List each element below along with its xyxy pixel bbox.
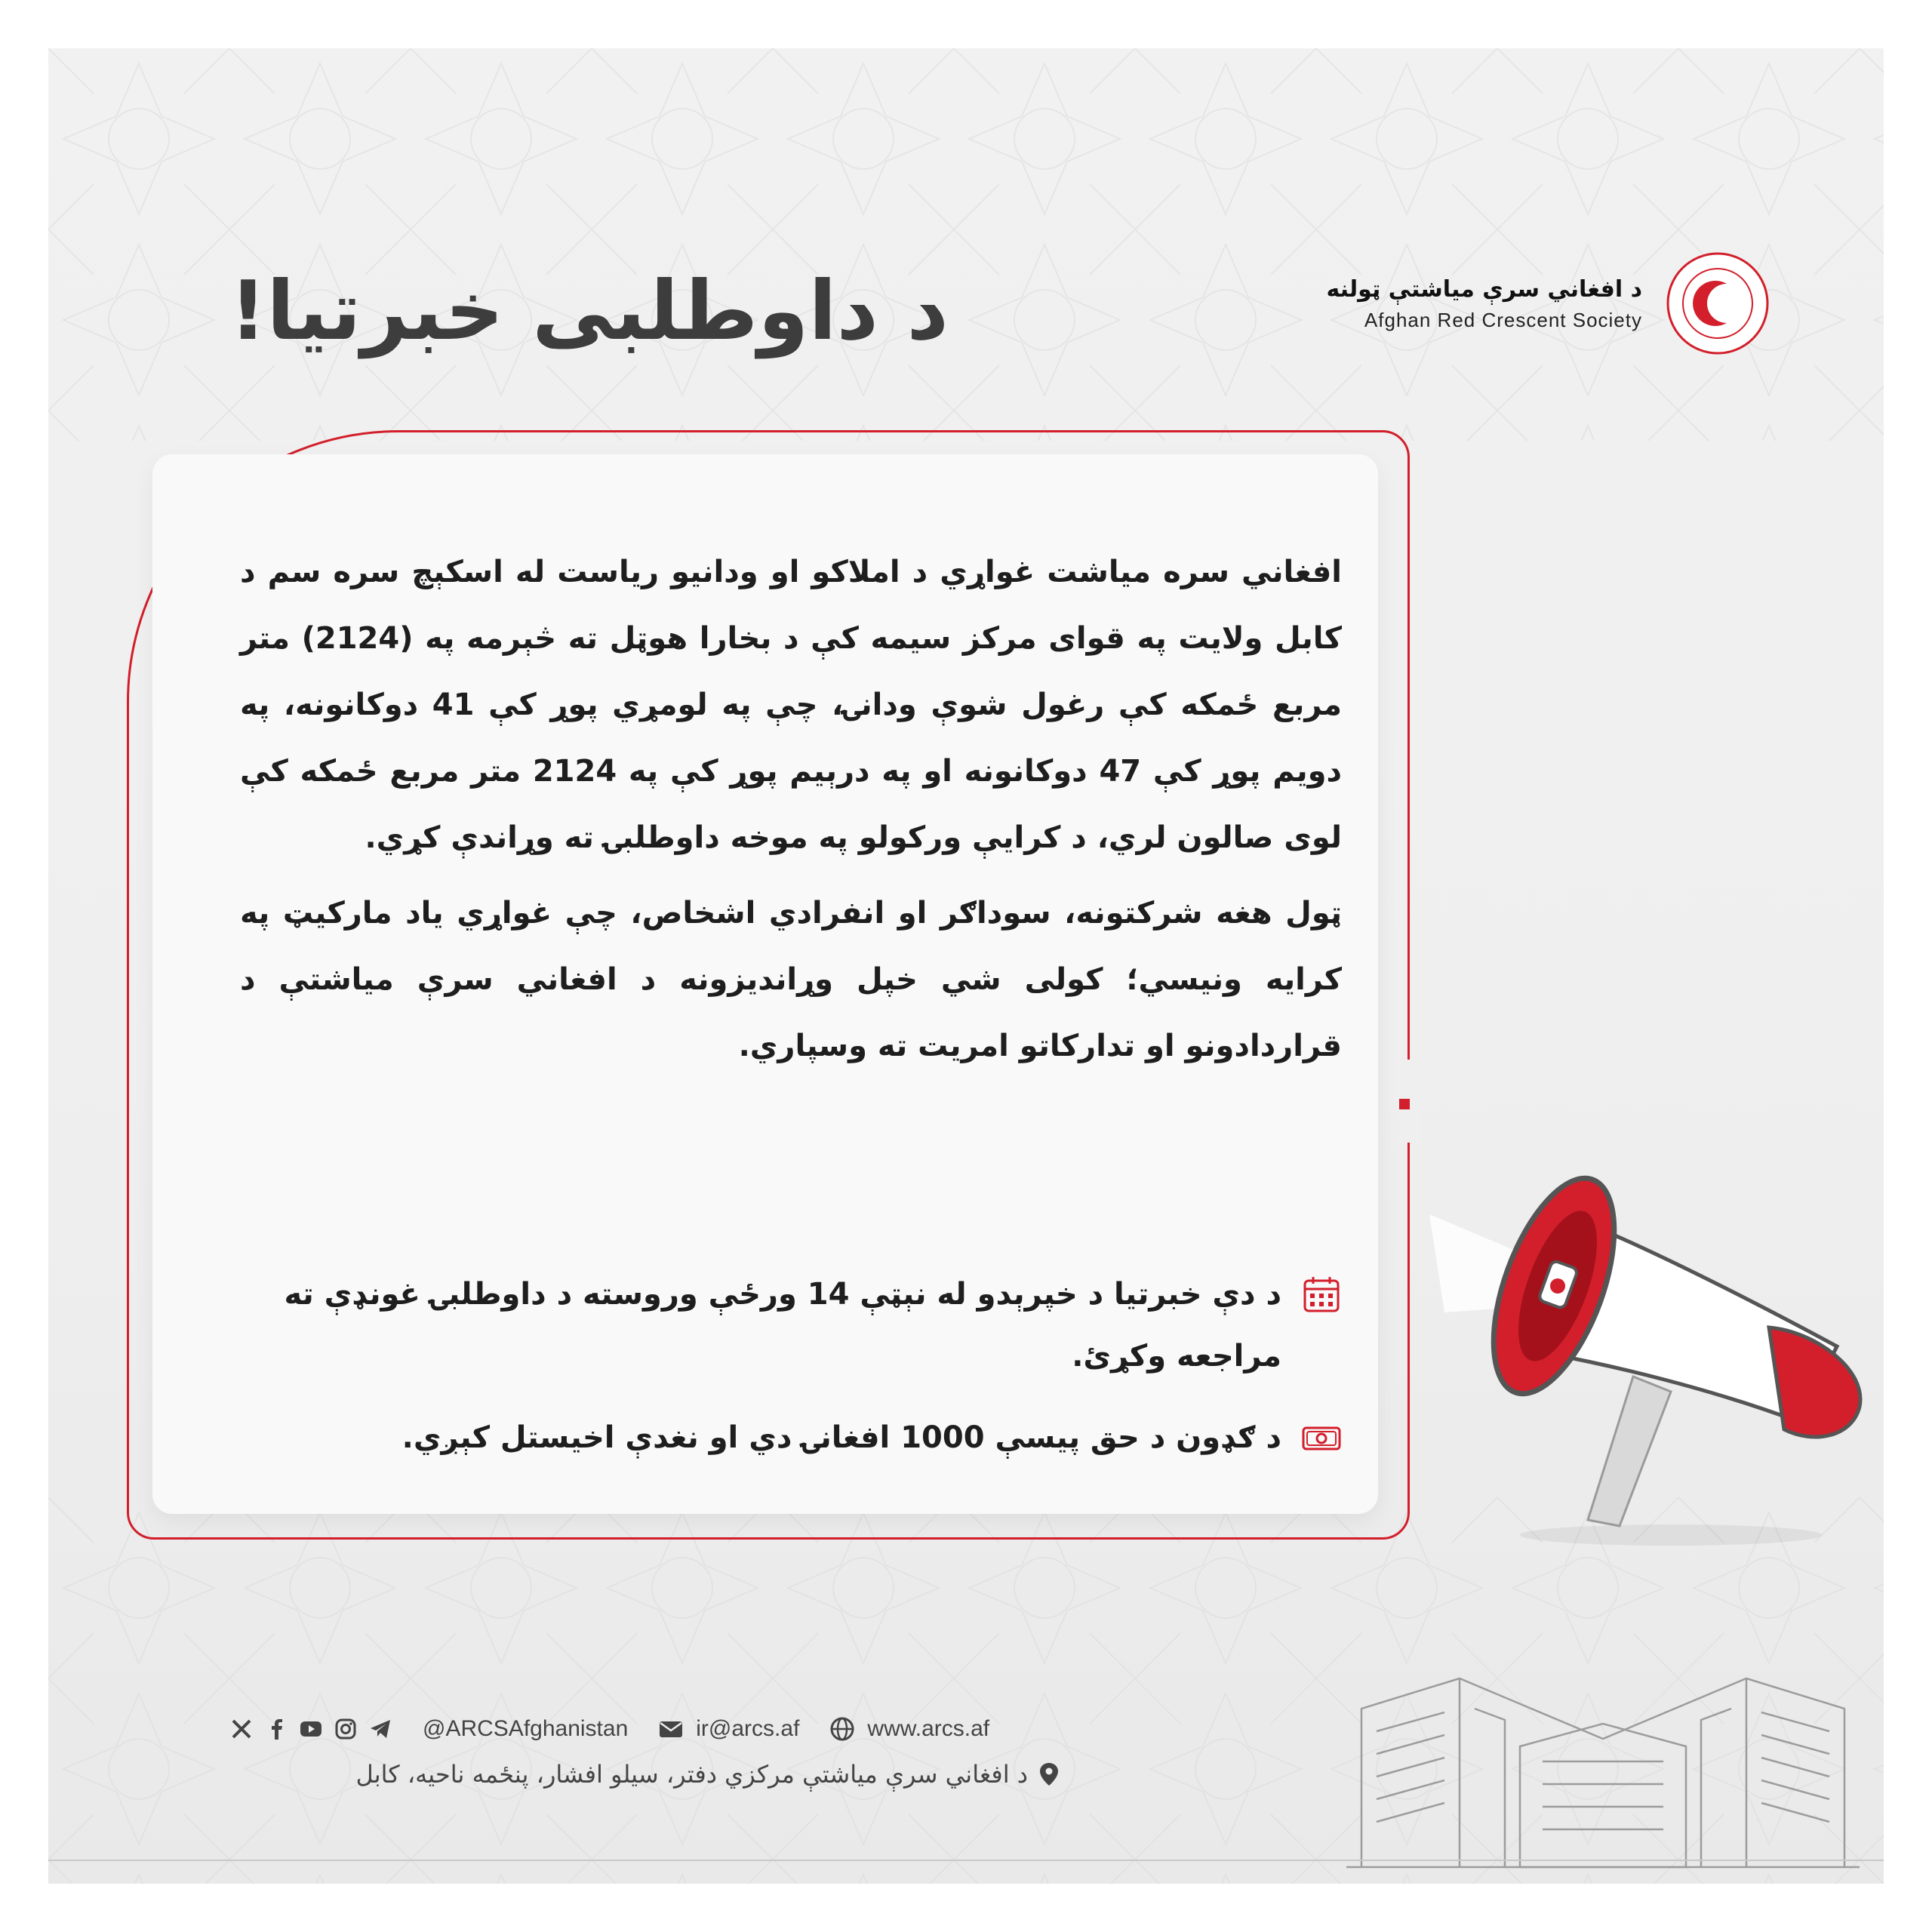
money-icon <box>1301 1417 1342 1458</box>
email-address[interactable]: ir@arcs.af <box>696 1716 800 1741</box>
page-title: د داوطلبی خبرتیا! <box>229 264 949 358</box>
location-pin-icon <box>1038 1761 1060 1787</box>
facebook-icon[interactable] <box>264 1717 288 1741</box>
paragraph-tender-description: افغاني سره میاشت غواړي د املاکو او ودانیو ریاست له اسکېچ سره سم د کابل ولایت په قوای مرکز سیمه کې د بخارا هوټل ته څېرمه په (2124) متر مربع ځمکه کې رغول شوې ودانۍ، چې په لومړي پوړ کې 41 دوکانونه، په دویم پوړ کې 47 دوکانونه او په درېیم پوړ کې په 2124 متر مربع ځمکه کې لوی صالون لري، د کرایې ورکولو په موخه داوطلبۍ ته وړاندې کړي. <box>240 555 1343 855</box>
poster <box>48 48 1884 1884</box>
footer-divider <box>48 1860 1884 1861</box>
calendar-icon <box>1301 1274 1342 1315</box>
social-icons <box>229 1717 392 1741</box>
info-meeting-text: د دې خبرتیا د خپرېدو له نېټې 14 ورځې وروسته د داوطلبۍ غونډې ته مراجعه وکړئ. <box>284 1277 1281 1374</box>
headquarters-building-illustration <box>1346 1648 1860 1875</box>
info-fee-text: د ګډون د حق پیسې 1000 افغانۍ دي او نغدې اخیستل کېږي. <box>401 1420 1281 1455</box>
address-line <box>229 1760 1060 1789</box>
x-icon[interactable] <box>229 1717 254 1741</box>
announcement-body <box>240 539 1342 1088</box>
organization-name-english: Afghan Red Crescent Society <box>1364 309 1642 331</box>
organization-name-pashto: د افغاني سرې میاشتې ټولنه <box>1326 276 1642 303</box>
accent-dot <box>1399 1099 1410 1109</box>
red-crescent-logo <box>1665 251 1770 356</box>
telegram-icon[interactable] <box>368 1717 392 1741</box>
instagram-icon[interactable] <box>334 1717 358 1741</box>
megaphone-icon <box>1407 1128 1884 1550</box>
youtube-icon[interactable] <box>299 1717 323 1741</box>
organization-header <box>1326 251 1770 356</box>
globe-icon <box>829 1716 855 1742</box>
website-url[interactable]: www.arcs.af <box>867 1716 990 1741</box>
website-contact[interactable] <box>829 1716 989 1742</box>
organization-name <box>1326 275 1642 332</box>
address-text: د افغاني سرې میاشتې مرکزي دفتر، سیلو افشار، پنځمه ناحیه، کابل <box>355 1760 1028 1789</box>
info-item-meeting <box>240 1263 1342 1387</box>
email-icon <box>658 1716 684 1742</box>
email-contact[interactable] <box>658 1716 799 1742</box>
contact-bar <box>229 1716 989 1742</box>
social-handle[interactable]: @ARCSAfghanistan <box>423 1716 629 1741</box>
info-item-fee <box>240 1407 1342 1469</box>
paragraph-submission-info: ټول هغه شرکتونه، سوداګر او انفرادي اشخاص، چې غواړي یاد مارکیټ په کرایه ونیسي؛ کولی شي خپل وړاندیزونه د افغاني سرې میاشتې د قراردادونو او تدارکاتو امریت ته وسپاري. <box>240 896 1342 1063</box>
